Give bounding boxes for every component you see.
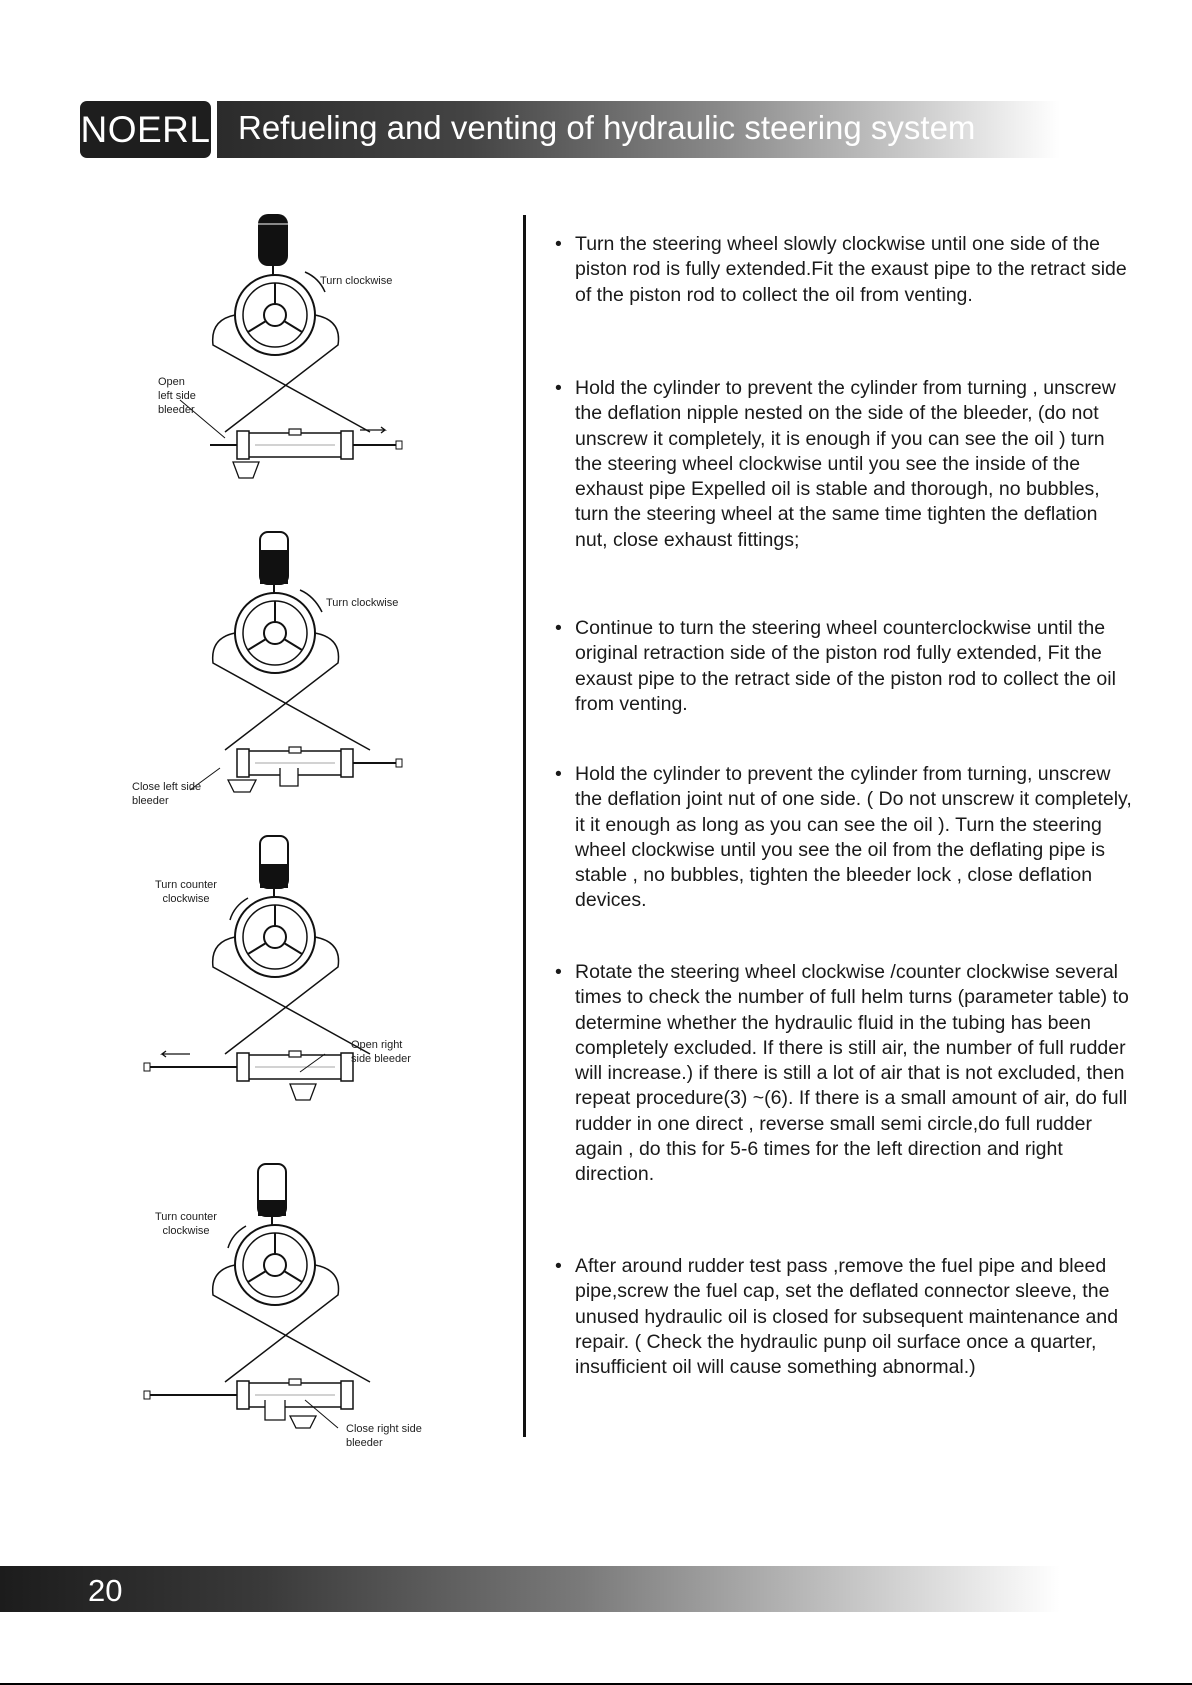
page-header <box>80 101 1060 158</box>
step-3 <box>555 616 1135 717</box>
figure-3-label-b: Open right side bleeder <box>351 1039 411 1065</box>
step-text: After around rudder test pass ,remove the fuel pipe and bleed pipe,screw the fuel cap, set the deflated connector sleeve, the unused hydraulic oil is closed for subsequent maintenance and repair. ( Check the hydraulic punp oil surface once a quarter, insufficient oil will cause something abnormal.) <box>575 1255 1119 1379</box>
oil-tray-icon <box>290 1416 316 1428</box>
steering-wheel-icon <box>235 275 315 355</box>
diagram-2 <box>120 528 460 807</box>
oil-bottle-icon <box>258 214 288 266</box>
step-4 <box>555 762 1135 914</box>
bullet-icon: • <box>555 1255 562 1277</box>
retract-arrow-icon <box>162 1051 190 1057</box>
page-footer <box>0 1566 1060 1612</box>
hand-icon <box>280 768 298 786</box>
figure-1-label-a: Turn clockwise <box>320 275 393 287</box>
figure-1-label-b: Open left side bleeder <box>158 376 196 416</box>
figure-4-label-a: Turn counter clockwise <box>155 1211 217 1237</box>
steering-diagram-2 <box>120 528 460 798</box>
bullet-icon: • <box>555 617 562 639</box>
steering-wheel-icon <box>235 593 315 673</box>
step-text: Rotate the steering wheel clockwise /counter clockwise several times to check the number of full helm turns (parameter table) to determine whether the hydraulic fluid in the tubing has been completely excluded. If there is still air, the number of full rudder will increase.) if there is still a lot of air that is not excluded, then repeat procedure(3) ~(6). If there is a small amount of air, do full rudder in one direct , reverse small semi circle,do full rudder again , do this for 5-6 times for the left direction and right direction. <box>575 961 1129 1186</box>
bullet-icon: • <box>555 233 562 255</box>
column-divider <box>523 215 526 1437</box>
bullet-icon: • <box>555 961 562 983</box>
steering-wheel-icon <box>235 897 315 977</box>
title-bar <box>217 101 1060 158</box>
steering-diagram-1 <box>120 210 460 490</box>
hand-icon <box>265 1400 285 1420</box>
oil-tray-icon <box>228 780 256 792</box>
figure-2-label-b: Close left side bleeder <box>132 781 202 807</box>
page-number: 20 <box>88 1573 123 1608</box>
cylinder-icon <box>237 1051 353 1081</box>
oil-tray-icon <box>233 462 259 478</box>
figure-4-label-b: Close right side bleeder <box>346 1423 422 1449</box>
oil-tray-icon <box>290 1084 316 1100</box>
step-text: Continue to turn the steering wheel counterclockwise until the original retraction side of the piston rod fully extended, Fit the exaust pipe to the retract side of the piston rod to collect the oil from venting. <box>575 617 1116 715</box>
page-title: Refueling and venting of hydraulic steering system <box>238 109 976 146</box>
diagram-3 <box>120 832 460 1102</box>
figure-3-label-a: Turn counter clockwise <box>155 879 217 905</box>
step-text: Hold the cylinder to prevent the cylinder from turning , unscrew the deflation nipple nested on the side of the bleeder, (do not unscrew it completely, it is enough if you can see the oil ) turn the steering wheel clockwise until you see the inside of the exhaust pipe Expelled oil is stable and thorough, no bubbles, turn the steering wheel at the same time tighten the deflation nut, close exhaust fittings; <box>575 377 1116 551</box>
step-1 <box>555 232 1135 308</box>
cylinder-icon <box>237 1379 353 1409</box>
steering-wheel-icon <box>235 1225 315 1305</box>
step-6 <box>555 1254 1135 1380</box>
steering-diagram-4 <box>120 1160 460 1450</box>
figure-2-label-a: Turn clockwise <box>326 597 399 609</box>
step-2 <box>555 376 1135 553</box>
diagram-1 <box>120 210 460 490</box>
cylinder-icon <box>237 429 353 459</box>
brand-logo: NOERL <box>80 101 211 158</box>
step-text: Hold the cylinder to prevent the cylinder from turning, unscrew the deflation joint nut of one side. ( Do not unscrew it completely, it it enough as long as you can see the oil ). Turn the steering wheel clockwise until you see the oil from the deflating pipe is stable , no bubbles, tighten the bleeder lock , close deflation devices. <box>575 763 1132 912</box>
step-text: Turn the steering wheel slowly clockwise until one side of the piston rod is fully extended.Fit the exaust pipe to the retract side of the piston rod to collect the oil from venting. <box>575 233 1127 306</box>
bullet-icon: • <box>555 377 562 399</box>
diagram-4 <box>120 1160 460 1450</box>
bullet-icon: • <box>555 763 562 785</box>
step-5 <box>555 960 1135 1188</box>
